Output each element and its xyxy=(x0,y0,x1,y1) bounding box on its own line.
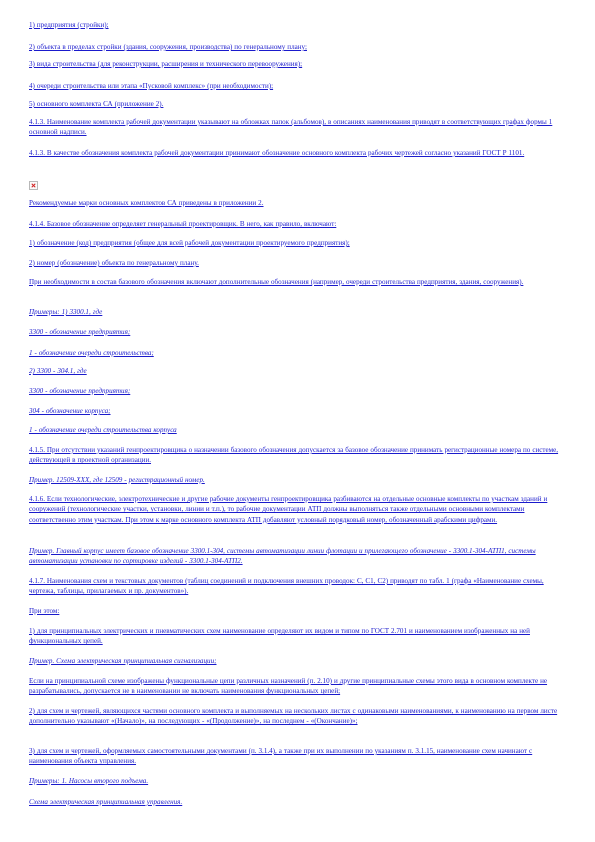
paragraph-at-this[interactable]: При этом: xyxy=(29,607,60,615)
paragraph-schemes-item-3[interactable]: 3) для схем и чертежей, оформляемых самостоятельными документами (п. 3.1.4), а также при их выполнении по указаниям п. 3.1.15, наименование схем начинают с наименования объекта управления. xyxy=(29,747,533,766)
example-2-heading[interactable]: 2) 3300 - 304.1, где xyxy=(29,367,87,375)
example-1-line-1[interactable]: 3300 - обозначение предприятия; xyxy=(29,328,131,336)
paragraph-schemes-item-2[interactable]: 2) для схем и чертежей, являющихся частями основного комплекта и выполняемых на нескольких листах с одинаковыми наименованиями, к наименованию на первом листе дополнительно указывают «(Начало)», на последующих - «(Продолжение)», на последнем - «(Окончание)»; xyxy=(29,707,558,726)
paragraph-list-item-4[interactable]: 4) очереди строительства или этапа «Пусковой комплекс» (при необходимости); xyxy=(29,82,274,90)
paragraph-list-item-5[interactable]: 5) основного комплекта СА (приложение 2). xyxy=(29,100,164,108)
paragraph-additional-codes[interactable]: При необходимости в состав базового обозначения включают дополнительные обозначения (например, очереди строительства предприятия, здания, сооружения). xyxy=(29,278,524,286)
example-1-line-2[interactable]: 1 - обозначение очереди строительства; xyxy=(29,349,154,357)
example-1-heading[interactable]: Примеры: 1) 3300.1, где xyxy=(29,308,103,316)
paragraph-marks-note[interactable]: Рекомендуемые марки основных комплектов СА приведены в приложении 2. xyxy=(29,199,264,207)
example-2-line-2[interactable]: 304 - обозначение корпуса; xyxy=(29,407,111,415)
example-signal-scheme[interactable]: Пример. Схема электрическая принципиальная сигнализации; xyxy=(29,657,217,665)
paragraph-4-1-6[interactable]: 4.1.6. Если технологические, электротехнические и другие рабочие документы генпроектировщика разбиваются на отдельные основные комплекты по участкам зданий и сооружений (технологические участки, установки, линии и т.п.), то рабочие документации АТП должны выполняться также отдельными основными комплектами соответственно этим участкам. При этом к марке основного комплекта АТП добавляют условный порядковый номер, обозначенный арабскими цифрами. xyxy=(29,495,548,524)
example-2-line-3[interactable]: 1 - обозначение очереди строительства корпуса xyxy=(29,426,177,434)
paragraph-list-item-3[interactable]: 3) вида строительства (для реконструкции, расширения и технического перевооружения); xyxy=(29,60,303,68)
example-pumps[interactable]: Примеры: 1. Насосы второго подъема. xyxy=(29,777,149,785)
paragraph-schemes-item-1[interactable]: 1) для принципиальных электрических и пневматических схем наименование определяют их видом и типом по ГОСТ 2.701 и наименованием изображенных на ней функциональных цепей. xyxy=(29,627,530,646)
paragraph-4-1-5[interactable]: 4.1.5. При отсутствии указаний генпроектировщика о назначении базового обозначения допускается за базовое обозначение принимать регистрационные номера по системе, действующей в проектной организации. xyxy=(29,446,559,465)
example-2-line-1[interactable]: 3300 - обозначение предприятия; xyxy=(29,387,131,395)
paragraph-code-item-2[interactable]: 2) номер (обозначение) объекта по генеральному плану. xyxy=(29,259,199,267)
paragraph-code-item-1[interactable]: 1) обозначение (код) предприятия (общее для всей рабочей документации проектируемого предприятия); xyxy=(29,239,350,247)
paragraph-4-1-3b[interactable]: 4.1.3. В качестве обозначения комплекта рабочей документации принимают обозначение основного комплекта рабочих чертежей согласно указаний ГОСТ Р 1101. xyxy=(29,149,525,157)
paragraph-4-1-4[interactable]: 4.1.4. Базовое обозначение определяет генеральный проектировщик. В него, как правило, включают: xyxy=(29,220,337,228)
example-control-scheme[interactable]: Схема электрическая принципиальная управления. xyxy=(29,798,183,806)
paragraph-list-item-1[interactable]: 1) предприятия (стройки); xyxy=(29,21,109,29)
paragraph-4-1-3a[interactable]: 4.1.3. Наименование комплекта рабочей документации указывают на обложках папок (альбомов), в описаниях наименования приводят в соответствующих графах формы 1 основной надписи. xyxy=(29,118,553,137)
paragraph-4-1-7[interactable]: 4.1.7. Наименования схем и текстовых документов (таблиц соединений и подключения внешних проводок: С, С1, С2) приводят по табл. 1 (графа «Наименование схемы, чертежа, таблицы, прилагаемых и пр. документов»). xyxy=(29,577,544,596)
example-registration[interactable]: Пример. 12509-ХХХ, где 12509 - регистрационный номер. xyxy=(29,476,205,484)
paragraph-functional-chains[interactable]: Если на принципиальной схеме изображены функциональные цепи различных назначений (п. 2.10) и другие принципиальные схемы этого вида в основном комплекте не разрабатывались, допускается не в наименовании не включать наименования функциональных цепей; xyxy=(29,677,548,696)
paragraph-list-item-2[interactable]: 2) объекта в пределах стройки (здания, сооружения, производства) по генеральному плану; xyxy=(29,43,307,51)
broken-image-icon xyxy=(29,181,38,190)
example-main-building[interactable]: Пример. Главный корпус имеет базовое обозначение 3300.1-304, системы автоматизации линии флотации и прилегающего обозначение - 3300.1-304-АТП1, системы автоматизации установки по сортировке изделий - 3300.1-304-АТП2. xyxy=(29,547,536,566)
